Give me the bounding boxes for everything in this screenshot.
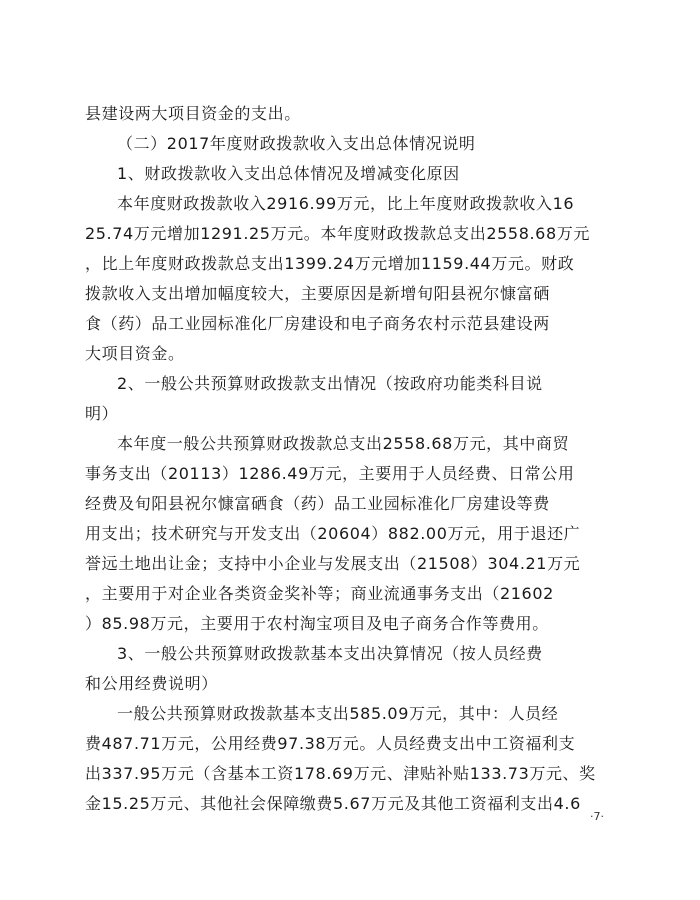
- text-line: 一般公共预算财政拨款基本支出585.09万元，其中：人员经: [117, 704, 559, 723]
- text-line: 本年度财政拨款收入2916.99万元，比上年度财政拨款收入16: [117, 194, 575, 213]
- text-line: 拨款收入支出增加幅度较大，主要原因是新增旬阳县祝尔慷富硒: [85, 284, 550, 303]
- text-line: 誉远土地出让金；支持中小企业与发展支出（21508）304.21万元: [85, 554, 581, 573]
- subsection-heading: 3、一般公共预算财政拨款基本支出决算情况（按人员经费: [117, 644, 543, 663]
- text-line: 大项目资金。: [85, 344, 185, 363]
- subsection-heading: 明）: [85, 404, 119, 423]
- text-line: 费487.71万元，公用经费97.38万元。人员经费支出中工资福利支: [85, 734, 576, 753]
- section-heading: （二）2017年度财政拨款收入支出总体情况说明: [117, 134, 476, 153]
- text-line: ）85.98万元，主要用于农村淘宝项目及电子商务合作等费用。: [85, 614, 549, 633]
- subsection-heading: 2、一般公共预算财政拨款支出情况（按政府功能类科目说: [117, 374, 543, 393]
- text-line: 经费及旬阳县祝尔慷富硒食（药）品工业园标准化厂房建设等费: [85, 494, 550, 513]
- text-line: 本年度一般公共预算财政拨款总支出2558.68万元，其中商贸: [117, 434, 570, 453]
- text-line: 县建设两大项目资金的支出。: [85, 104, 301, 123]
- text-line: 事务支出（20113）1286.49万元，主要用于人员经费、日常公用: [85, 464, 575, 483]
- page-number: ·7·: [590, 810, 604, 823]
- text-line: ，主要用于对企业各类资金奖补等；商业流通事务支出（21602: [85, 584, 554, 603]
- text-line: 出337.95万元（含基本工资178.69万元、津贴补贴133.73万元、奖: [85, 764, 596, 783]
- subsection-heading: 1、财政拨款收入支出总体情况及增减变化原因: [117, 164, 460, 183]
- text-line: ，比上年度财政拨款总支出1399.24万元增加1159.44万元。财政: [85, 254, 575, 273]
- text-line: 金15.25万元、其他社会保障缴费5.67万元及其他工资福利支出4.6: [85, 794, 581, 813]
- text-line: 25.74万元增加1291.25万元。本年度财政拨款总支出2558.68万元: [85, 224, 590, 243]
- text-line: 用支出；技术研究与开发支出（20604）882.00万元，用于退还广: [85, 524, 581, 543]
- text-line: 食（药）品工业园标准化厂房建设和电子商务农村示范县建设两: [85, 314, 550, 333]
- subsection-heading: 和公用经费说明）: [85, 674, 218, 693]
